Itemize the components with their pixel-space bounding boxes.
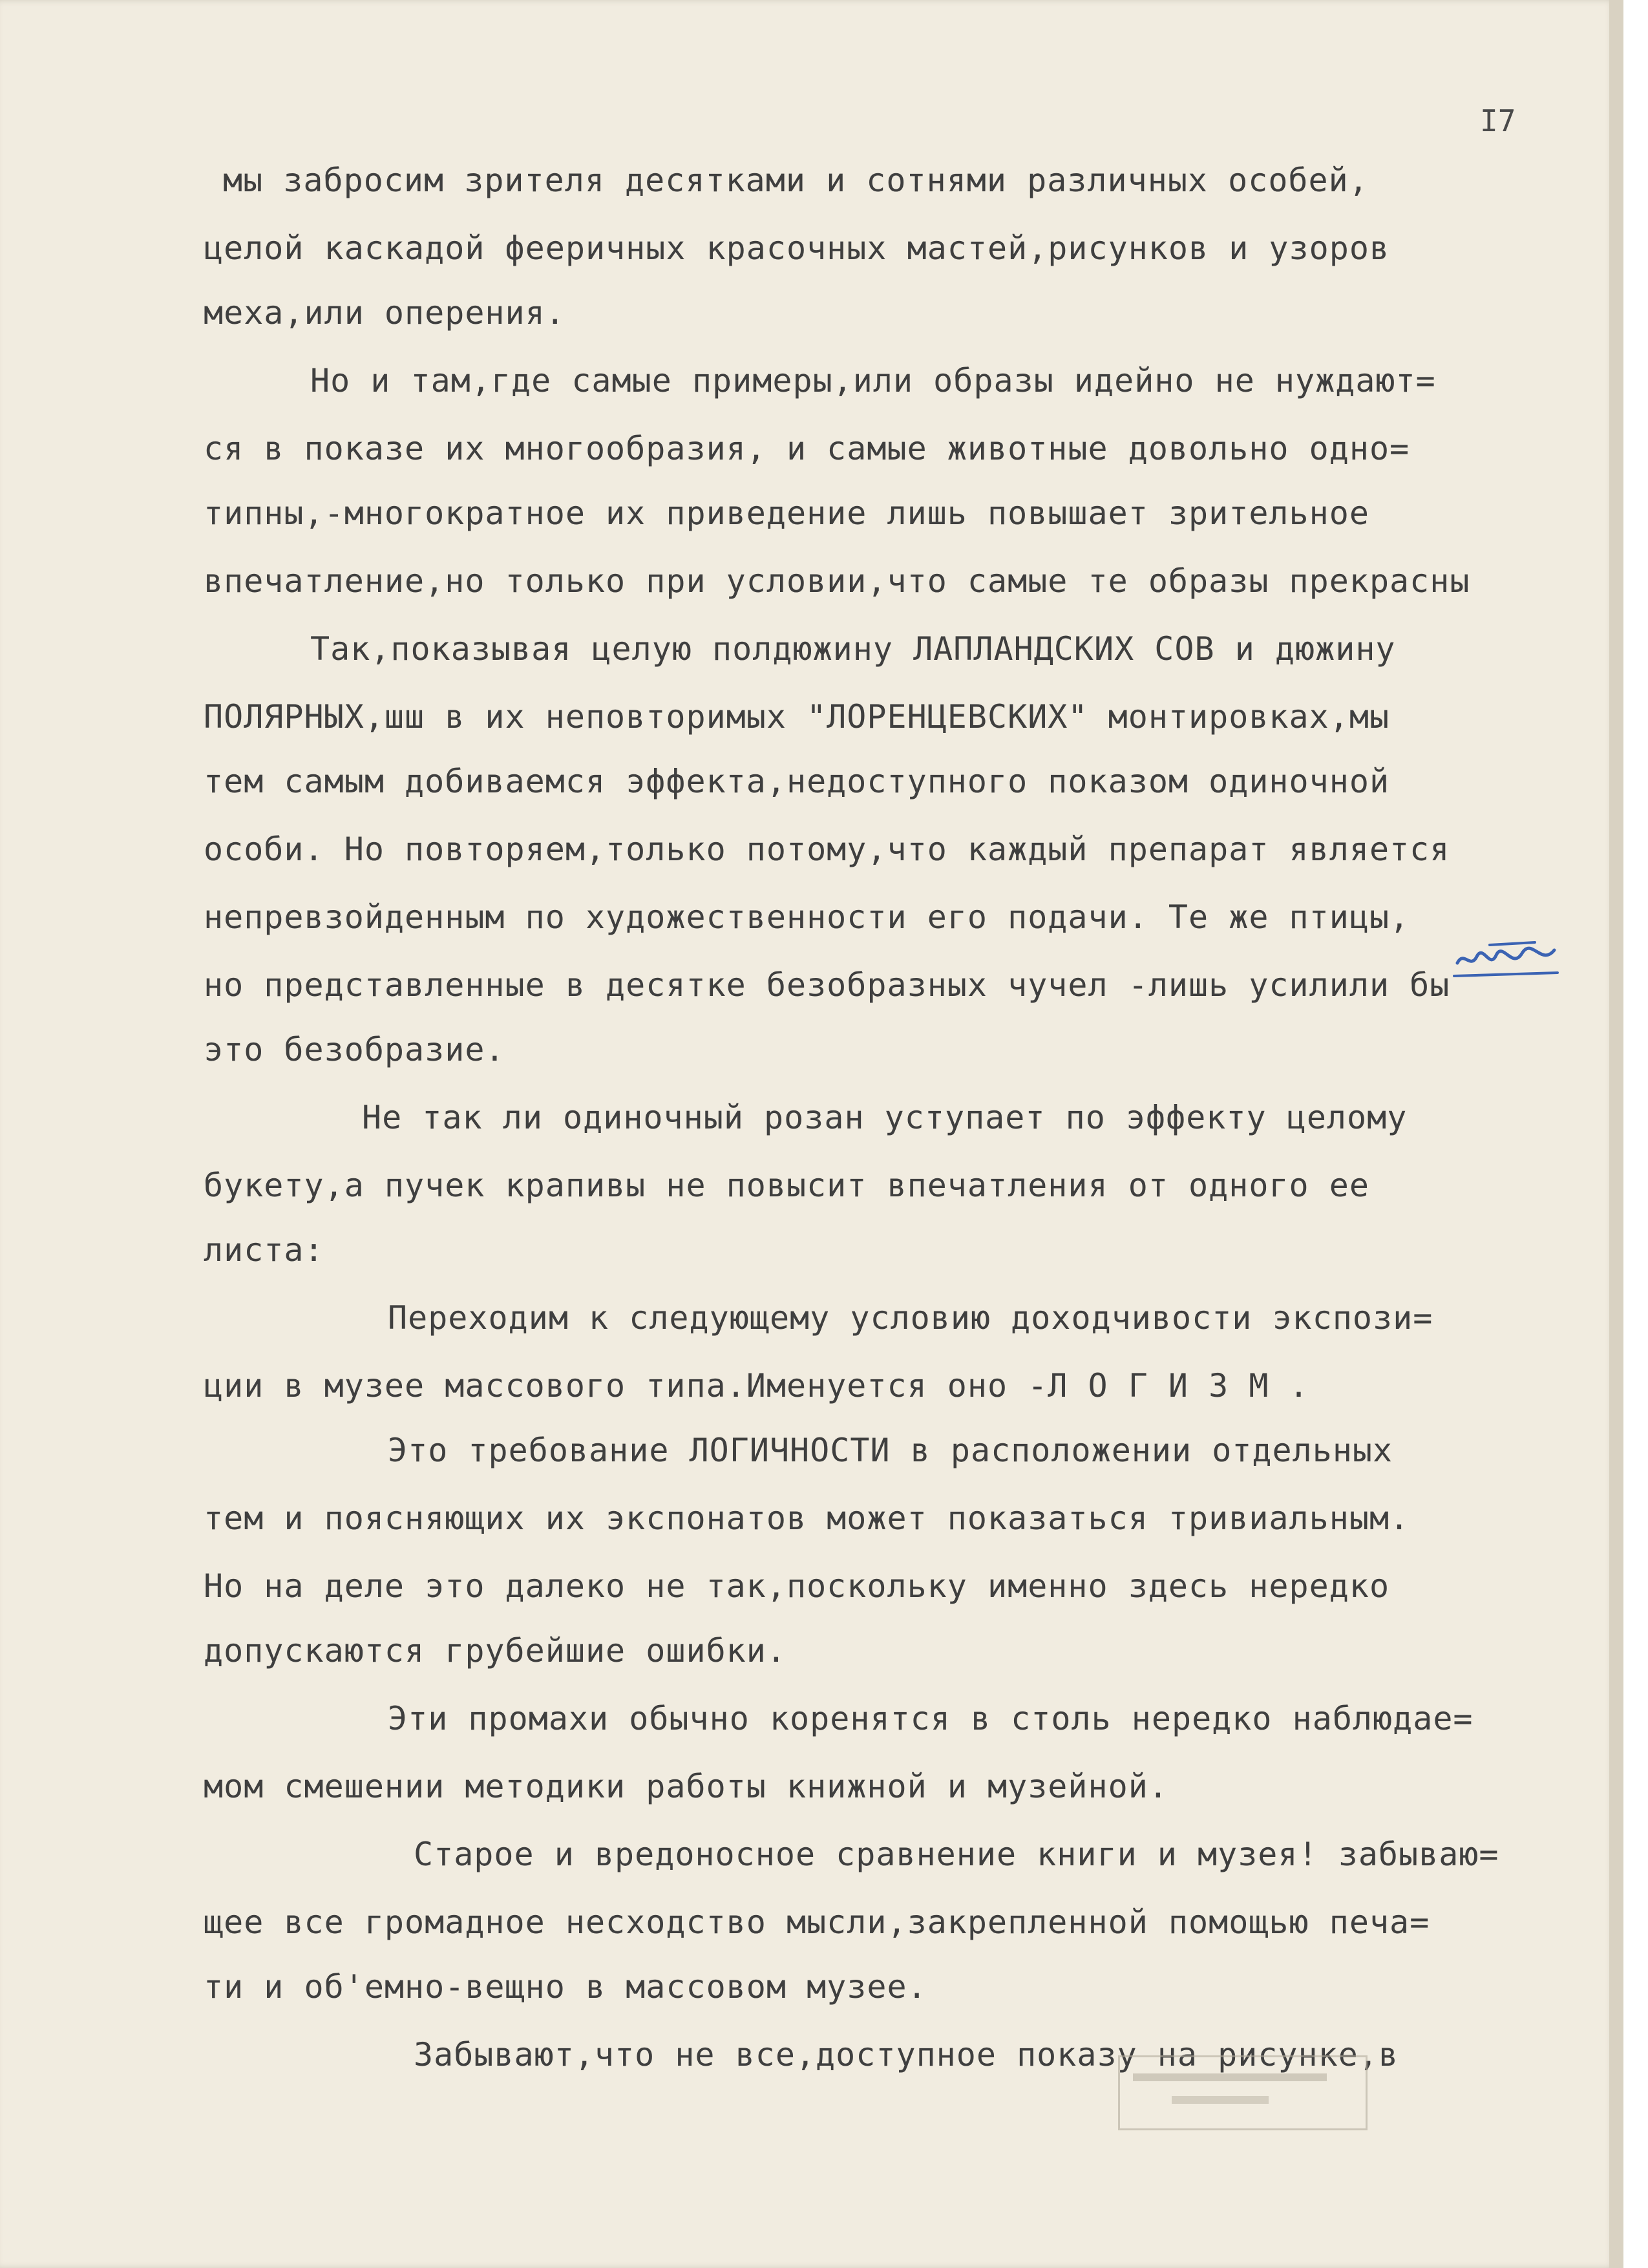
text-line: тем и поясняющих их экспонатов может показаться тривиальным. — [204, 1500, 1410, 1537]
text-line: Забывают,что не все,доступное показу на рисунке,в — [414, 2036, 1399, 2073]
text-line: допускаются грубейшие ошибки. — [204, 1632, 787, 1669]
archive-stamp — [1118, 2055, 1368, 2130]
text-line: ПОЛЯРНЫХ,шш в их неповторимых "ЛОРЕНЦЕВСКИХ" монтировках,мы — [204, 698, 1390, 736]
text-line: Не так ли одиночный розан уступает по эффекту целому — [362, 1099, 1408, 1136]
text-line: Но и там,где самые примеры,или образы идейно не нуждают= — [310, 362, 1436, 399]
text-line: непревзойденным по художественности его подачи. Те же птицы, — [204, 898, 1410, 936]
text-line: мом смешении методики работы книжной и музейной. — [204, 1768, 1168, 1805]
text-line: ти и об'емно-вещно в массовом музее. — [204, 1968, 927, 2006]
text-line: впечатление,но только при условии,что самые те образы прекрасны — [204, 562, 1470, 600]
text-line: щее все громадное несходство мысли,закрепленной помощью печа= — [204, 1903, 1430, 1941]
page-edge — [1609, 0, 1623, 2268]
text-line: Так,показывая целую полдюжину ЛАПЛАНДСКИХ СОВ и дюжину — [310, 630, 1396, 668]
text-line: ся в показе их многообразия, и самые животные довольно одно= — [204, 430, 1410, 467]
text-line: Старое и вредоносное сравнение книги и музея! забываю= — [414, 1836, 1499, 1873]
text-line: целой каскадой фееричных красочных мастей,рисунков и узоров — [204, 229, 1390, 267]
text-line: мы забросим зрителя десятками и сотнями различных особей, — [223, 162, 1369, 199]
text-line: Переходим к следующему условию доходчивости экспози= — [388, 1299, 1433, 1337]
text-line: это безобразие. — [204, 1031, 505, 1068]
page-number: I7 — [1480, 103, 1516, 138]
text-line: Это требование ЛОГИЧНОСТИ в расположении отдельных — [388, 1432, 1393, 1469]
text-line: типны,-многократное их приведение лишь повышает зрительное — [204, 494, 1369, 532]
text-line: Но на деле это далеко не так,поскольку именно здесь нередко — [204, 1567, 1390, 1605]
text-line: букету,а пучек крапивы не повысит впечатления от одного ее — [204, 1167, 1369, 1204]
text-line: ции в музее массового типа.Именуется оно -Л О Г И З М . — [204, 1367, 1309, 1404]
handwritten-correction — [1451, 937, 1561, 982]
text-line: но представленные в десятке безобразных чучел -лишь усилили бы — [204, 966, 1450, 1004]
text-line: листа: — [204, 1231, 324, 1269]
text-line: меха,или оперения. — [204, 294, 565, 332]
text-line: особи. Но повторяем,только потому,что каждый препарат является — [204, 831, 1450, 868]
text-line: тем самым добиваемся эффекта,недоступного показом одиночной — [204, 763, 1390, 800]
text-line: Эти промахи обычно коренятся в столь нередко наблюдае= — [388, 1700, 1474, 1737]
